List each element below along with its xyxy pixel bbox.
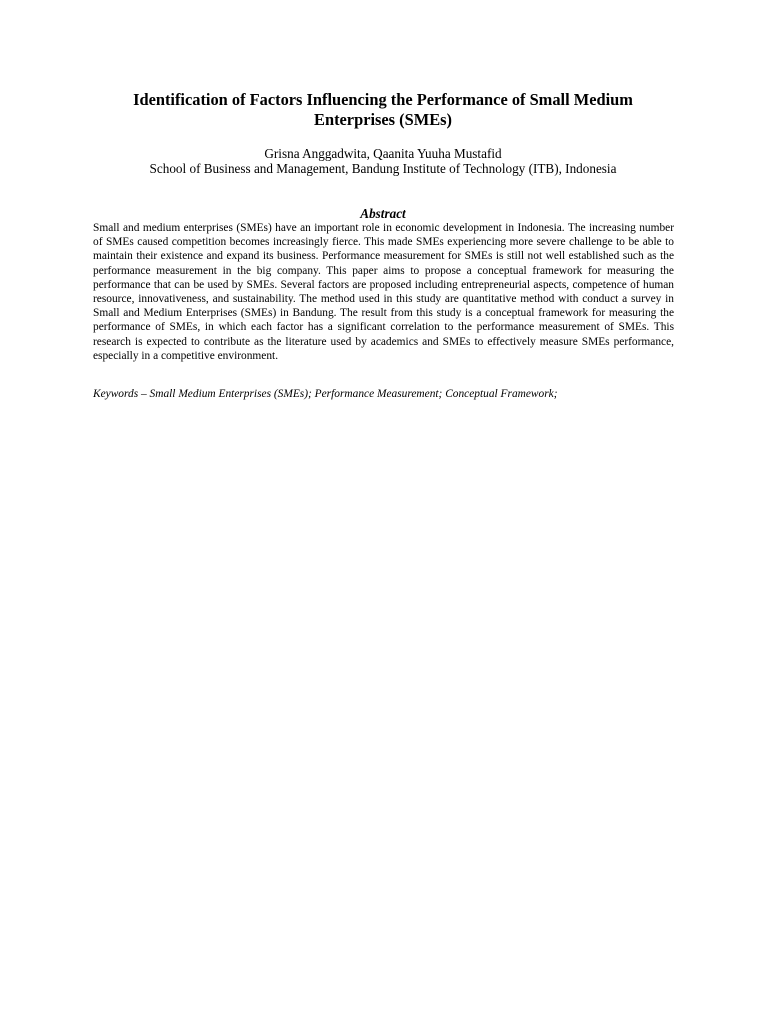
paper-authors: Grisna Anggadwita, Qaanita Yuuha Mustafid (264, 146, 502, 161)
abstract-text: Small and medium enterprises (SMEs) have an important role in economic development in Indonesia. The increasing number of SMEs caused competition becomes increasingly fierce. This made SMEs experiencing more severe challenge to be able to maintain their existence and expand its business. Performance measurement for SMEs is still not well established such as the performance measurement in the big company. This paper aims to propose a conceptual framework for measuring the performance that can be used by SMEs. Several factors are proposed including entrepreneurial aspects, competence of human resource, innovativeness, and sustainability. The method used in this study are quantitative method with conduct a survey in Small and Medium Enterprises (SMEs) in Bandung. The result from this study is a conceptual framework for measuring the performance of SMEs, in which each factor has a significant correlation to the performance measurement of SMEs. This research is expected to contribute as the literature used by academics and SMEs to effectively measure SMEs performance, especially in a competitive environment. (93, 222, 674, 362)
keywords-line: Keywords – Small Medium Enterprises (SMEs); Performance Measurement; Conceptual Framework; (93, 388, 558, 400)
paper-affiliation: School of Business and Management, Bandung Institute of Technology (ITB), Indonesia (149, 161, 617, 176)
paper-title: Identification of Factors Influencing the Performance of Small Medium Enterprises (SMEs) (133, 90, 633, 129)
abstract-heading: Abstract (360, 206, 406, 221)
